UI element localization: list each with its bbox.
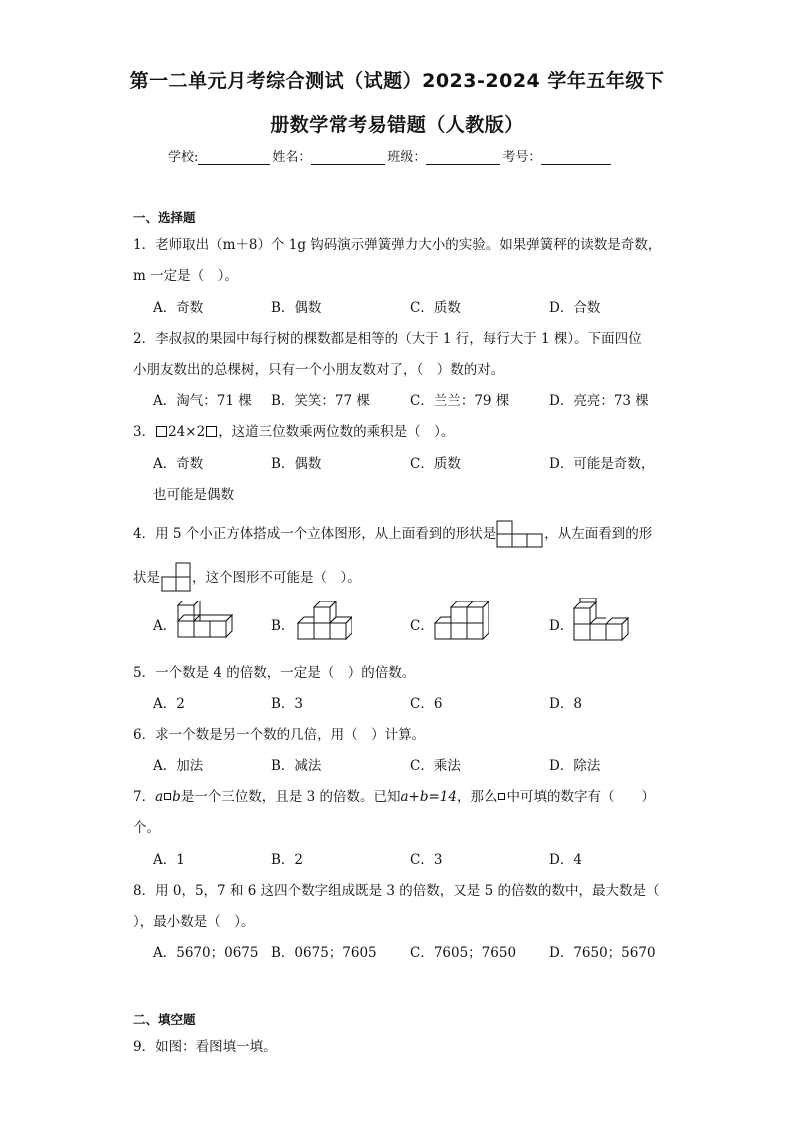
q1-text-line-1: 1．老师取出（m＋8）个 1g 钩码演示弹簧弹力大小的实验。如果弹簧秤的读数是奇数， — [133, 237, 662, 253]
top-view-shape-icon — [496, 520, 544, 548]
q1-option-d[interactable]: D．合数 — [549, 300, 601, 316]
q4-option-b-cubes-icon — [296, 601, 352, 643]
exam-title-line-2: 册数学常考易错题（人教版） — [270, 114, 524, 136]
q2-text-line-1: 2．李叔叔的果园中每行树的棵数都是相等的（大于 1 行，每行大于 1 棵）。下面四位 — [133, 331, 642, 347]
q7-equation: a+b=14 — [400, 789, 457, 805]
q2-option-d[interactable]: D．亮亮：73 棵 — [549, 393, 649, 409]
q7-text-line-1 — [133, 785, 655, 805]
q4-text-post: ，从左面看到的形 — [544, 526, 653, 542]
q3-option-c[interactable]: C．质数 — [410, 456, 461, 472]
q8-option-c[interactable]: C．7605；7650 — [410, 945, 517, 961]
school-blank[interactable] — [198, 151, 270, 165]
q2-text-line-2: 小朋友数出的总棵树，只有一个小朋友数对了，（ ）数的对。 — [133, 362, 505, 378]
q1-option-b[interactable]: B．偶数 — [271, 300, 322, 316]
q4-option-b[interactable]: B． — [271, 618, 295, 634]
q3-expression: 24×2 — [168, 424, 206, 440]
q3-option-d[interactable]: D．可能是奇数， — [549, 456, 655, 472]
exam-title-line-1: 第一二单元月考综合测试（试题）2023-2024 学年五年级下 — [129, 70, 665, 92]
class-blank[interactable] — [426, 151, 500, 165]
q8-option-b[interactable]: B．0675；7605 — [271, 945, 377, 961]
q7-option-d[interactable]: D．4 — [549, 852, 582, 868]
q8-option-a[interactable]: A．5670；0675 — [153, 945, 259, 961]
q9-text-line-1: 9．如图：看图填一填。 — [133, 1039, 277, 1055]
q4-option-a-cubes-icon — [176, 601, 236, 643]
name-blank[interactable] — [311, 151, 385, 165]
q3-option-b[interactable]: B．偶数 — [271, 456, 322, 472]
q7-text-line-2: 个。 — [133, 820, 160, 836]
q1-text-line-2: m 一定是（ ）。 — [133, 268, 238, 284]
section-heading-choice: 一、选择题 — [133, 210, 196, 225]
q7-text-post: ，那么 — [456, 789, 498, 805]
digit-box-icon — [498, 793, 505, 800]
exam-number-blank[interactable] — [541, 151, 611, 165]
q7-option-c[interactable]: C．3 — [410, 852, 443, 868]
q4-option-d-cubes-icon — [572, 598, 630, 644]
q6-text-line-1: 6．求一个数是另一个数的几倍，用（ ）计算。 — [133, 727, 426, 743]
q7-var-b: b — [172, 789, 181, 805]
q3-text-line-1 — [133, 420, 454, 440]
q4-text-pre: 4．用 5 个小正方体搭成一个立体图形，从上面看到的形状是 — [133, 526, 497, 542]
q6-option-d[interactable]: D．除法 — [549, 758, 601, 774]
q6-option-c[interactable]: C．乘法 — [410, 758, 461, 774]
q4-text-line-1 — [133, 520, 652, 548]
q5-option-a[interactable]: A．2 — [153, 696, 185, 712]
q5-text-line-1: 5．一个数是 4 的倍数，一定是（ ）的倍数。 — [133, 665, 416, 681]
q4-option-a[interactable]: A． — [153, 618, 177, 634]
class-label: 班级： — [387, 150, 427, 165]
q1-option-c[interactable]: C．质数 — [410, 300, 461, 316]
digit-box-icon — [206, 426, 217, 437]
q7-text-mid: 是一个三位数，且是 3 的倍数。已知 — [180, 789, 401, 805]
q4-text-pre-2: 状是 — [133, 570, 160, 586]
left-view-shape-icon — [160, 562, 192, 592]
q2-option-c[interactable]: C．兰兰：79 棵 — [410, 393, 510, 409]
q3-option-a[interactable]: A．奇数 — [153, 456, 204, 472]
name-label: 姓名： — [272, 150, 312, 165]
q2-option-a[interactable]: A．淘气：71 棵 — [153, 393, 252, 409]
q4-text-line-2 — [133, 562, 361, 592]
q3-question: ，这道三位数乘两位数的乘积是（ ）。 — [218, 424, 455, 440]
q7-var-a: a — [155, 789, 164, 805]
student-info-line — [168, 146, 613, 165]
q7-option-b[interactable]: B．2 — [271, 852, 304, 868]
q6-option-b[interactable]: B．减法 — [271, 758, 322, 774]
digit-box-icon — [164, 793, 171, 800]
school-label: 学校: — [168, 150, 199, 165]
q3-option-d-continued: 也可能是偶数 — [153, 487, 234, 503]
q1-option-a[interactable]: A．奇数 — [153, 300, 204, 316]
q5-option-d[interactable]: D．8 — [549, 696, 582, 712]
section-heading-fill-in: 二、填空题 — [133, 1012, 196, 1027]
q7-number: 7． — [133, 789, 156, 805]
q8-text-line-2: ），最小数是（ ）。 — [133, 914, 255, 930]
q2-option-b[interactable]: B．笑笑：77 棵 — [271, 393, 370, 409]
q8-option-d[interactable]: D．7650；5670 — [549, 945, 656, 961]
q4-text-post-2: ，这个图形不可能是（ ）。 — [192, 570, 361, 586]
exam-number-label: 考号： — [502, 150, 542, 165]
q4-option-c-cubes-icon — [433, 601, 489, 643]
digit-box-icon — [156, 426, 167, 437]
q5-option-c[interactable]: C．6 — [410, 696, 443, 712]
q3-number: 3． — [133, 424, 156, 440]
q4-option-d[interactable]: D． — [549, 618, 574, 634]
q7-text-end: 中可填的数字有（ ） — [506, 789, 655, 805]
q5-option-b[interactable]: B．3 — [271, 696, 304, 712]
q7-option-a[interactable]: A．1 — [153, 852, 185, 868]
q4-option-c[interactable]: C． — [410, 618, 434, 634]
q6-option-a[interactable]: A．加法 — [153, 758, 204, 774]
q8-text-line-1: 8．用 0，5，7 和 6 这四个数字组成既是 3 的倍数，又是 5 的倍数的数中，最大数是（ — [133, 883, 660, 899]
